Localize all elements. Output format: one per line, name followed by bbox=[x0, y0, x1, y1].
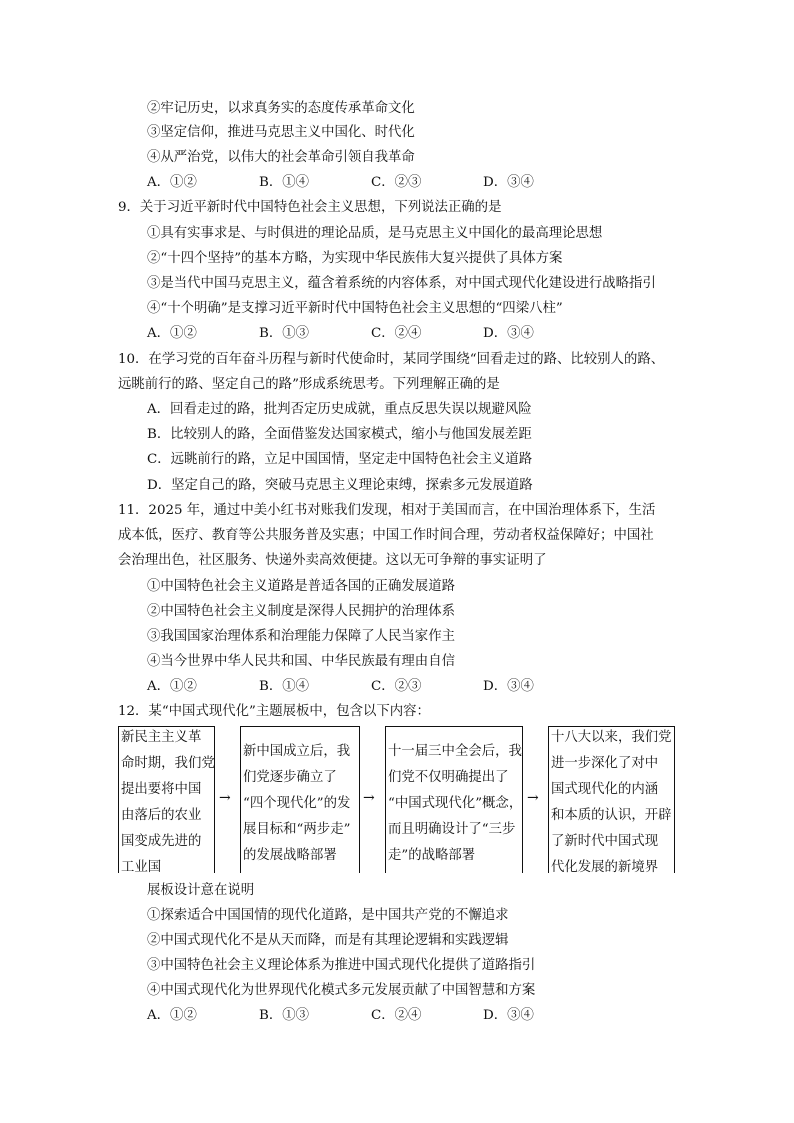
q12-item-1: ①探索适合中国国情的现代化道路，是中国共产党的不懈追求 bbox=[147, 908, 509, 923]
q12-stem: 12．某“中国式现代化”主题展板中，包含以下内容： bbox=[118, 704, 430, 719]
q12-box-3 bbox=[385, 726, 523, 873]
q12-box-1-line: 新民主主义革 bbox=[121, 730, 202, 745]
q11-stem-line2: 成本低，医疗、教育等公共服务普及实惠；中国工作时间合理，劳动者权益保障好；中国社 bbox=[118, 528, 654, 543]
q12-box-3-line: “中国式现代化”概念， bbox=[388, 796, 523, 811]
q12-box-3-line: 们党不仅明确提出了 bbox=[388, 770, 509, 785]
q12-box-1 bbox=[118, 726, 215, 873]
q12-option-c: C．②④ bbox=[371, 1008, 422, 1023]
q9-option-a: A．①② bbox=[147, 326, 197, 341]
q12-box-3-line: 而且明确设计了“三步 bbox=[388, 822, 516, 837]
q12-option-d: D．③④ bbox=[483, 1008, 534, 1023]
q9-item-3: ③是当代中国马克思主义，蕴含着系统的内容体系，对中国式现代化建设进行战略指引 bbox=[147, 276, 656, 291]
q11-stem-line3: 会治理出色，社区服务、快递外卖高效便捷。这以无可争辩的事实证明了 bbox=[118, 553, 547, 568]
q12-arrow-1: → bbox=[219, 790, 231, 806]
q12-box-1-line: 国变成先进的 bbox=[121, 834, 202, 849]
q11-item-3: ③我国国家治理体系和治理能力保障了人民当家作主 bbox=[147, 629, 455, 644]
q12-box-1-line: 由落后的农业 bbox=[121, 808, 202, 823]
q10-stem-line1: 10．在学习党的百年奋斗历程与新时代使命时，某同学围绕“回看走过的路、比较别人的路、 bbox=[118, 352, 665, 367]
q12-box-4-line: 进一步深化了对中 bbox=[551, 756, 659, 771]
q8-option-c: C．②③ bbox=[371, 175, 422, 190]
q12-box-3-line: 走”的战略部署 bbox=[388, 848, 476, 863]
q12-box-2 bbox=[240, 726, 360, 873]
q8-option-a: A．①② bbox=[147, 175, 197, 190]
q12-box-4-line: 代化发展的新境界 bbox=[551, 860, 659, 875]
q10-choice-b: B．比较别人的路，全面借鉴发达国家模式，缩小与他国发展差距 bbox=[147, 427, 532, 442]
q12-box-4-line: 了新时代中国式现 bbox=[551, 834, 659, 849]
q12-item-4: ④中国式现代化为世界现代化模式多元发展贡献了中国智慧和方案 bbox=[147, 983, 536, 998]
q9-option-c: C．②④ bbox=[371, 326, 422, 341]
q11-option-a: A．①② bbox=[147, 679, 197, 694]
q8-item-4: ④从严治党，以伟大的社会革命引领自我革命 bbox=[147, 150, 415, 165]
q12-option-b: B．①③ bbox=[259, 1008, 310, 1023]
q10-choice-a: A．回看走过的路，批判否定历史成就，重点反思失误以规避风险 bbox=[147, 402, 532, 417]
q12-box-1-line: 命时期，我们党 bbox=[121, 756, 215, 771]
q10-choice-c: C．远眺前行的路，立足中国国情，坚定走中国特色社会主义道路 bbox=[147, 452, 533, 467]
q12-box-2-line: 新中国成立后，我 bbox=[243, 744, 351, 759]
q11-item-4: ④当今世界中华人民共和国、中华民族最有理由自信 bbox=[147, 654, 455, 669]
q8-option-d: D．③④ bbox=[483, 175, 534, 190]
q11-option-c: C．②③ bbox=[371, 679, 422, 694]
q9-option-d: D．③④ bbox=[483, 326, 534, 341]
q12-box-2-line: 们党逐步确立了 bbox=[243, 770, 337, 785]
q12-box-2-line: 的发展战略部署 bbox=[243, 848, 337, 863]
q12-box-3-line: 十一届三中全会后，我 bbox=[388, 744, 522, 759]
q9-item-4: ④“十个明确”是支撑习近平新时代中国特色社会主义思想的“四梁八柱” bbox=[147, 301, 563, 316]
q12-box-2-line: “四个现代化”的发 bbox=[243, 796, 351, 811]
q12-arrow-2: → bbox=[363, 790, 375, 806]
q12-intent: 展板设计意在说明 bbox=[147, 883, 255, 898]
q12-box-2-line: 展目标和“两步走” bbox=[243, 822, 351, 837]
q12-item-3: ③中国特色社会主义理论体系为推进中国式现代化提供了道路指引 bbox=[147, 958, 536, 973]
q11-option-d: D．③④ bbox=[483, 679, 534, 694]
q8-item-3: ③坚定信仰，推进马克思主义中国化、时代化 bbox=[147, 125, 415, 140]
q11-item-1: ①中国特色社会主义道路是普适各国的正确发展道路 bbox=[147, 579, 455, 594]
q12-arrow-3: → bbox=[527, 790, 539, 806]
q12-box-4-line: 和本质的认识，开辟 bbox=[551, 808, 672, 823]
q12-box-1-line: 工业国 bbox=[121, 860, 162, 875]
q9-option-b: B．①③ bbox=[259, 326, 310, 341]
q9-item-2: ②“十四个坚持”的基本方略，为实现中华民族伟大复兴提供了具体方案 bbox=[147, 251, 563, 266]
q12-box-4-line: 十八大以来，我们党 bbox=[551, 730, 672, 745]
q10-choice-d: D．坚定自己的路，突破马克思主义理论束缚，探索多元发展道路 bbox=[147, 478, 533, 493]
q12-box-4 bbox=[548, 726, 675, 873]
q10-stem-line2: 远眺前行的路、坚定自己的路”形成系统思考。下列理解正确的是 bbox=[118, 377, 500, 392]
q11-item-2: ②中国特色社会主义制度是深得人民拥护的治理体系 bbox=[147, 604, 455, 619]
q11-stem-line1: 11．2025 年，通过中美小红书对账我们发现，相对于美国而言，在中国治理体系下，生活 bbox=[118, 503, 656, 518]
q9-stem: 9．关于习近平新时代中国特色社会主义思想，下列说法正确的是 bbox=[118, 200, 502, 215]
q12-option-a: A．①② bbox=[147, 1008, 197, 1023]
q12-item-2: ②中国式现代化不是从天而降，而是有其理论逻辑和实践逻辑 bbox=[147, 933, 509, 948]
q9-item-1: ①具有实事求是、与时俱进的理论品质，是马克思主义中国化的最高理论思想 bbox=[147, 226, 603, 241]
q12-box-1-line: 提出要将中国 bbox=[121, 782, 202, 797]
q11-option-b: B．①④ bbox=[259, 679, 310, 694]
q8-item-2: ②牢记历史，以求真务实的态度传承革命文化 bbox=[147, 101, 415, 116]
q12-box-4-line: 国式现代化的内涵 bbox=[551, 782, 659, 797]
q8-option-b: B．①④ bbox=[259, 175, 310, 190]
